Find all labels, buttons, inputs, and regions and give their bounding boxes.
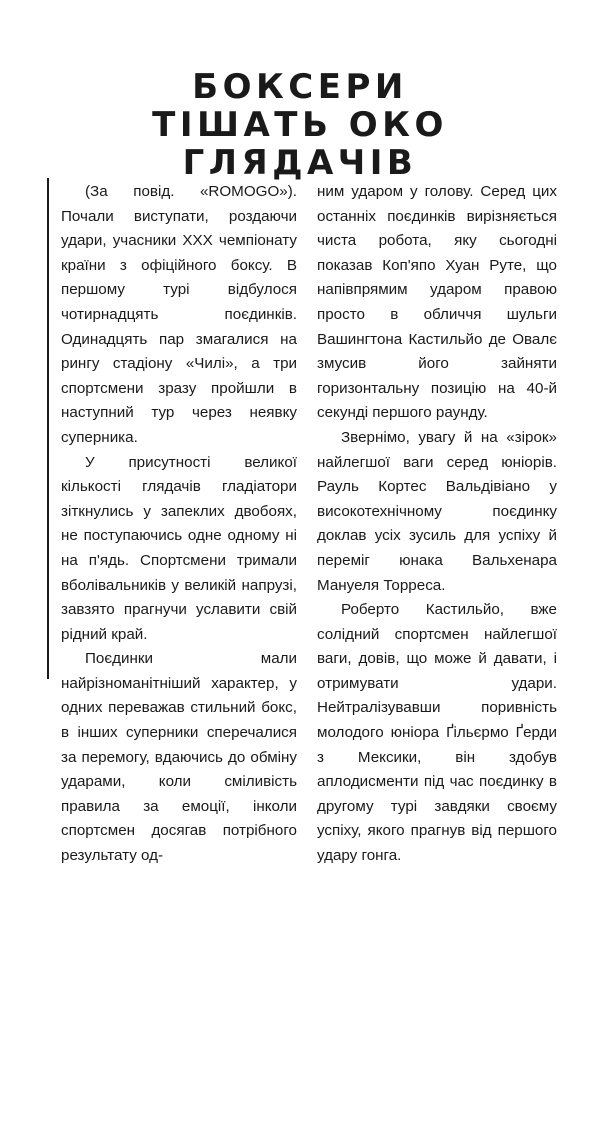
column-rule: [47, 178, 49, 679]
title-line-2: ТІШАТЬ ОКО: [152, 105, 448, 145]
left-column: [61, 180, 297, 869]
title-line-1: БОКСЕРИ: [192, 67, 408, 107]
title-line-3: ГЛЯДАЧІВ: [182, 143, 418, 183]
article-title: [0, 68, 600, 182]
paragraph: Поєдинки мали найрізноманітніший характер, у одних переважав стильний бокс, в інших суперники сперечалися за перемогу, вдаючись до обміну ударами, коли сміливість правила за емоції, інколи спортсмен досягав потрібного результату од-: [61, 650, 297, 865]
paragraph: (За повід. «ROMOGO»). Почали виступати, роздаючи удари, учасники XXX чемпіонату країни з офіційного боксу. В першому турі відбулося чотирнадцять поєдинків. Одинадцять пар змагалися на рингу стадіону «Чилі», а три спортсмени зразу пройшли в наступний тур через неявку суперника.: [61, 183, 297, 446]
paragraph: Звернімо, увагу й на «зірок» найлегшої ваги серед юніорів. Рауль Кортес Вальдівіано у високотехнічному поєдинку доклав усіх зусиль для успіху й переміг юнака Вальхенара Мануеля Торреса.: [317, 428, 557, 594]
paragraph: ним ударом у голову. Серед цих останніх поєдинків вирізняється чиста робота, яку сьогодні показав Коп'япо Хуан Руте, що напівпрямим ударом правою просто в обличчя шульги Вашингтона Кастильйо де Овалє змусив його зайняти горизонтальну позицію на 40-й секунді першого раунду.: [317, 183, 557, 422]
right-column: [317, 180, 557, 869]
paragraph: Роберто Кастильйо, вже солідний спортсмен найлегшої ваги, довів, що може й давати, і отримувати удари. Нейтралізувавши поривність молодого юніора Ґільєрмо Ґерди з Мексики, він здобув аплодисменти під час поєдинку в другому турі завдяки своєму успіху, якого прагнув від першого удару гонга.: [317, 601, 557, 865]
paragraph: У присутності великої кількості глядачів гладіатори зіткнулись у запеклих двобоях, не поступаючись одне одному ні на п'ядь. Спортсмени тримали вболівальників у великій напрузі, завзято прагнучи уславити свій рідний край.: [61, 453, 297, 643]
